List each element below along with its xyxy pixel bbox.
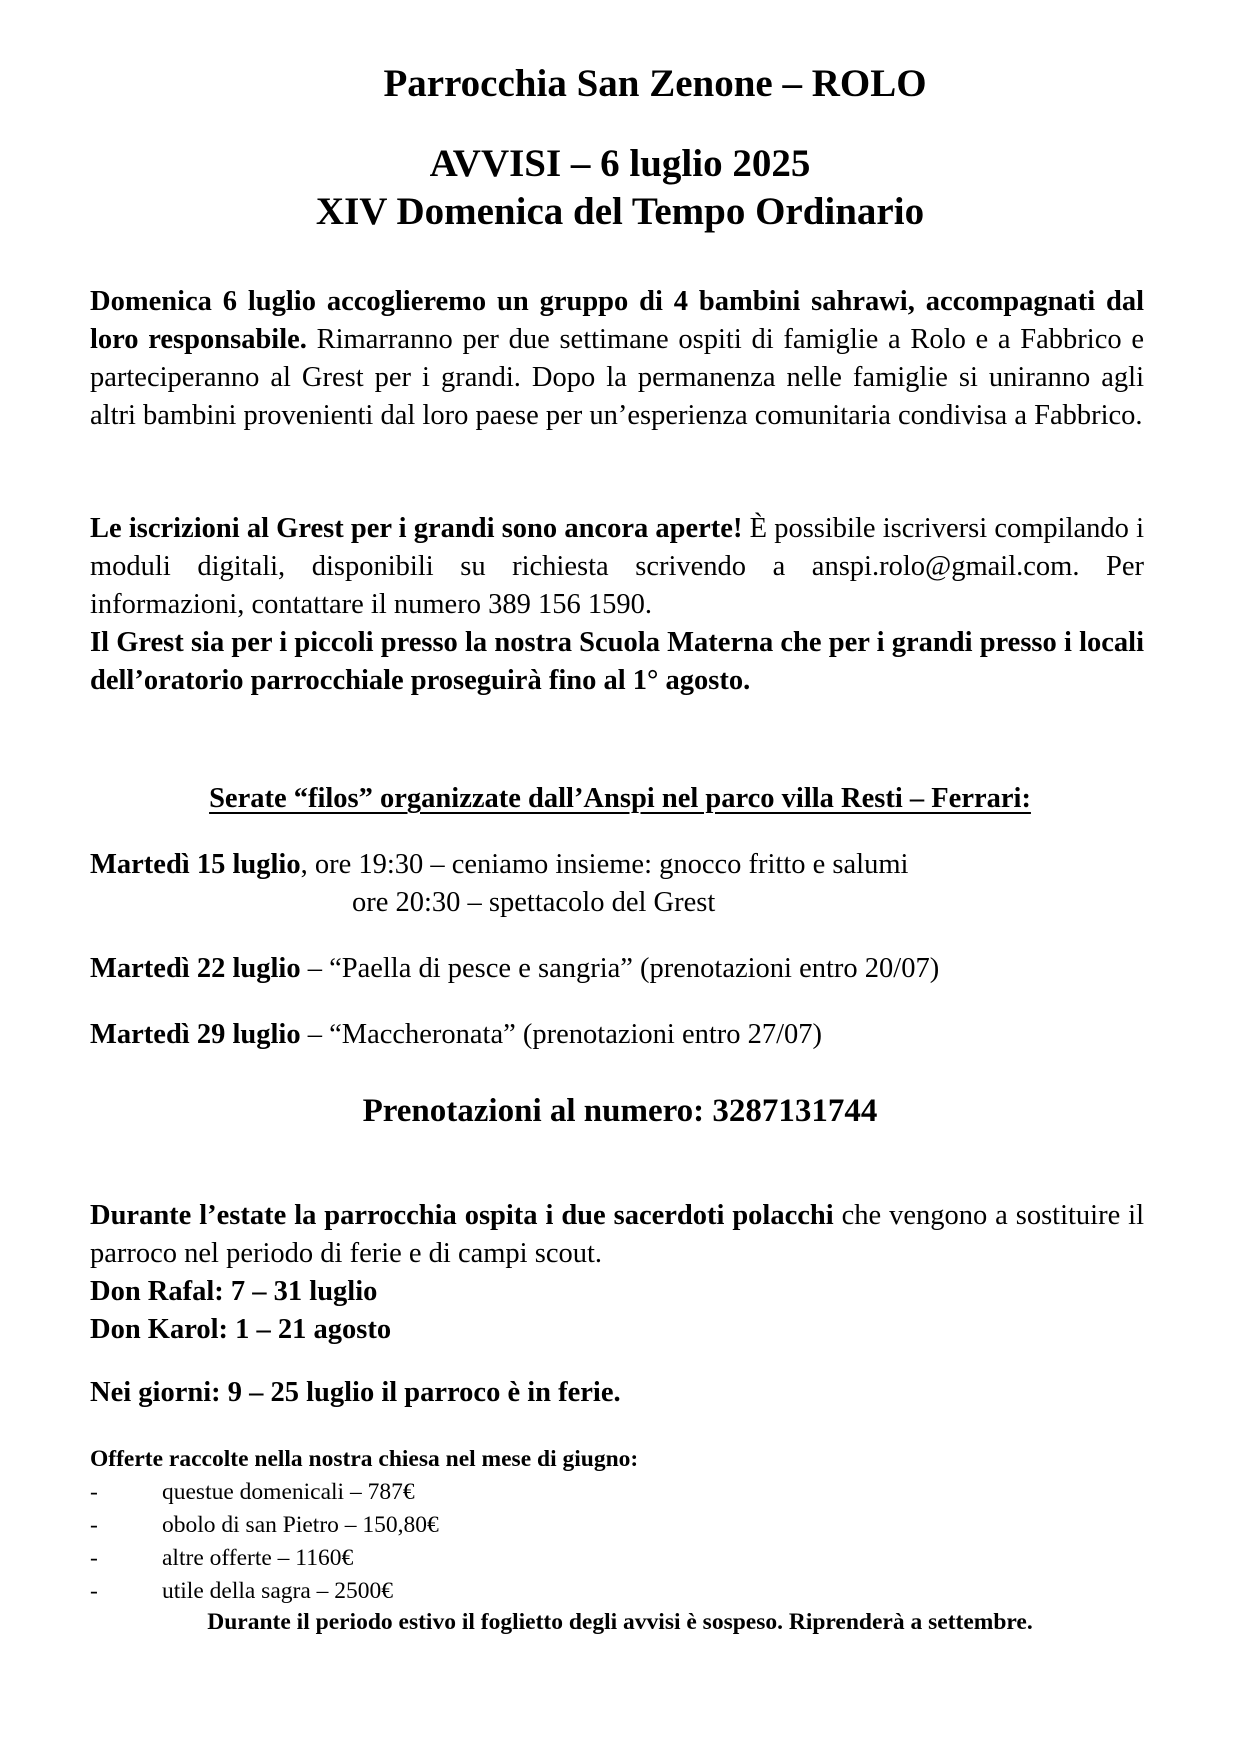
event-date: Martedì 22 luglio [90, 953, 301, 984]
event-details-second-line: ore 20:30 – spettacolo del Grest [352, 887, 716, 918]
notices-date-title: AVVISI – 6 luglio 2025 [429, 142, 811, 185]
priests-text: che vengono a sostituire il parroco nel periodo di ferie e di campi scout. [90, 1200, 1144, 1269]
offering-text: obolo di san Pietro – 150,80€ [162, 1512, 439, 1538]
priests-lead: Durante l’estate la parrocchia ospita i due sacerdoti polacchi [90, 1200, 834, 1231]
grest-paragraph [90, 510, 1144, 624]
event-item [90, 950, 939, 988]
list-dash: - [90, 1545, 98, 1571]
event-item [90, 846, 908, 884]
offering-text: questue domenicali – 787€ [162, 1479, 415, 1505]
offering-text: altre offerte – 1160€ [162, 1545, 354, 1571]
event-details: – “Paella di pesce e sangria” (prenotazioni entro 20/07) [300, 953, 940, 984]
offerings-heading: Offerte raccolte nella nostra chiesa nel mese di giugno: [90, 1446, 639, 1472]
sahrawi-lead: Domenica 6 luglio accoglieremo un gruppo di 4 bambini sahrawi, accompagnati dal loro responsabile. [90, 286, 1144, 355]
booking-phone: Prenotazioni al numero: 3287131744 [362, 1093, 878, 1129]
events-heading: Serate “filos” organizzate dall’Anspi nel parco villa Resti – Ferrari: [209, 783, 1031, 814]
don-rafal-dates: Don Rafal: 7 – 31 luglio [90, 1276, 378, 1307]
offering-text: utile della sagra – 2500€ [162, 1578, 394, 1604]
pastor-holiday: Nei giorni: 9 – 25 luglio il parroco è in ferie. [90, 1377, 621, 1408]
priests-paragraph [90, 1197, 1144, 1273]
grest-lead: Le iscrizioni al Grest per i grandi sono ancora aperte! [90, 513, 743, 544]
grest-continuation: Il Grest sia per i piccoli presso la nostra Scuola Materna che per i grandi presso i locali dell’oratorio parrocchiale proseguirà fino al 1° agosto. [90, 627, 1144, 696]
footer-notice: Durante il periodo estivo il foglietto degli avvisi è sospeso. Riprenderà a settembre. [207, 1609, 1033, 1635]
event-item [90, 1016, 822, 1054]
sahrawi-paragraph [90, 283, 1144, 435]
list-dash: - [90, 1479, 98, 1505]
don-karol-dates: Don Karol: 1 – 21 agosto [90, 1314, 392, 1345]
parish-title: Parrocchia San Zenone – ROLO [383, 62, 927, 105]
list-dash: - [90, 1578, 98, 1604]
event-date: Martedì 15 luglio [90, 849, 301, 880]
sahrawi-text: Rimarranno per due settimane ospiti di famiglie a Rolo e a Fabbrico e parteciperanno al Grest per i grandi. Dopo la permanenza nelle famiglie si uniranno agli altri bambini provenienti dal loro paese per un’esperienza comunitaria condivisa a Fabbrico. [90, 324, 1144, 431]
event-details: – “Maccheronata” (prenotazioni entro 27/07) [300, 1019, 823, 1050]
liturgical-day-title: XIV Domenica del Tempo Ordinario [315, 190, 925, 233]
list-dash: - [90, 1512, 98, 1538]
event-date: Martedì 29 luglio [90, 1019, 301, 1050]
event-details: , ore 19:30 – ceniamo insieme: gnocco fritto e salumi [300, 849, 909, 880]
grest-text: È possibile iscriversi compilando i moduli digitali, disponibili su richiesta scrivendo a anspi.rolo@gmail.com. Per informazioni, contattare il numero 389 156 1590. [90, 513, 1144, 620]
